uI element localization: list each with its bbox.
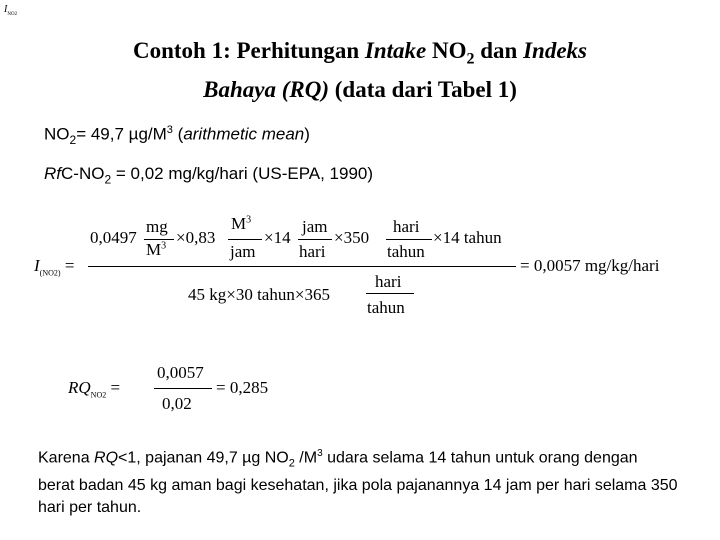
conclusion-paragraph: Karena RQ<1, pajanan 49,7 µg $NO_2$ $/M^3$ udara selama 14 tahun untuk orang dengan berat badan 45 kg aman bagi kesehatan, jika pola pajanannya 14 jam per hari selama 350 hari per tahun. — [38, 448, 678, 516]
given-concentration-line: $NO_2= 49,7$ $\mu g/M^3$ (arithmetic mean) — [44, 124, 310, 148]
factor-14-tahun: ×14 tahun — [433, 228, 502, 247]
main-fraction-bar — [88, 266, 516, 267]
fraction-bar-m3 — [228, 239, 262, 240]
fraction-bar-den — [366, 293, 414, 294]
intake-lhs: $I_{(NO2)}$ = — [34, 256, 75, 278]
corner-symbol-label: $I_{NO2}$ — [4, 4, 18, 17]
unit-tahun-denominator: tahun — [387, 242, 425, 261]
rq-fraction-bar — [154, 388, 212, 389]
unit-jam-denominator: jam — [230, 242, 256, 261]
factor-083: ×0,83 — [176, 228, 216, 247]
factor-14: ×14 — [264, 228, 291, 247]
factor-350: ×350 — [334, 228, 370, 247]
fraction-bar-jam — [298, 239, 332, 240]
unit-hari-numerator: hari — [393, 217, 420, 236]
given-rfc-line: RfC-$NO_2 = 0,02$ mg/kg/hari (US-EPA, 1990) — [44, 164, 374, 187]
slide-title: Contoh 1: Perhitungan Intake $NO_2$ dan Indeks Bahaya (RQ) (data dari Tabel 1) — [132, 38, 588, 102]
intake-denominator: 45 kg×30 tahun×365 — [188, 285, 330, 304]
unit-hari-denominator: hari — [299, 242, 326, 261]
unit-m3-denominator: $M^3$ — [146, 240, 167, 259]
den-unit-hari: hari — [375, 272, 402, 291]
unit-m3-numerator: $M^3$ — [231, 214, 252, 233]
rq-lhs: $RQ_{NO2}$ = — [68, 378, 121, 400]
fraction-bar-hari — [386, 239, 432, 240]
rq-result: = 0,285 — [216, 378, 269, 397]
den-unit-tahun: tahun — [367, 298, 405, 317]
intake-result: = 0,0057 mg/kg/hari — [520, 256, 660, 275]
unit-mg: mg — [146, 217, 168, 236]
unit-jam-numerator: jam — [302, 217, 328, 236]
rq-denominator: 0,02 — [162, 394, 192, 413]
rq-numerator: 0,0057 — [157, 363, 204, 382]
intake-coefficient: 0,0497 — [90, 228, 137, 247]
